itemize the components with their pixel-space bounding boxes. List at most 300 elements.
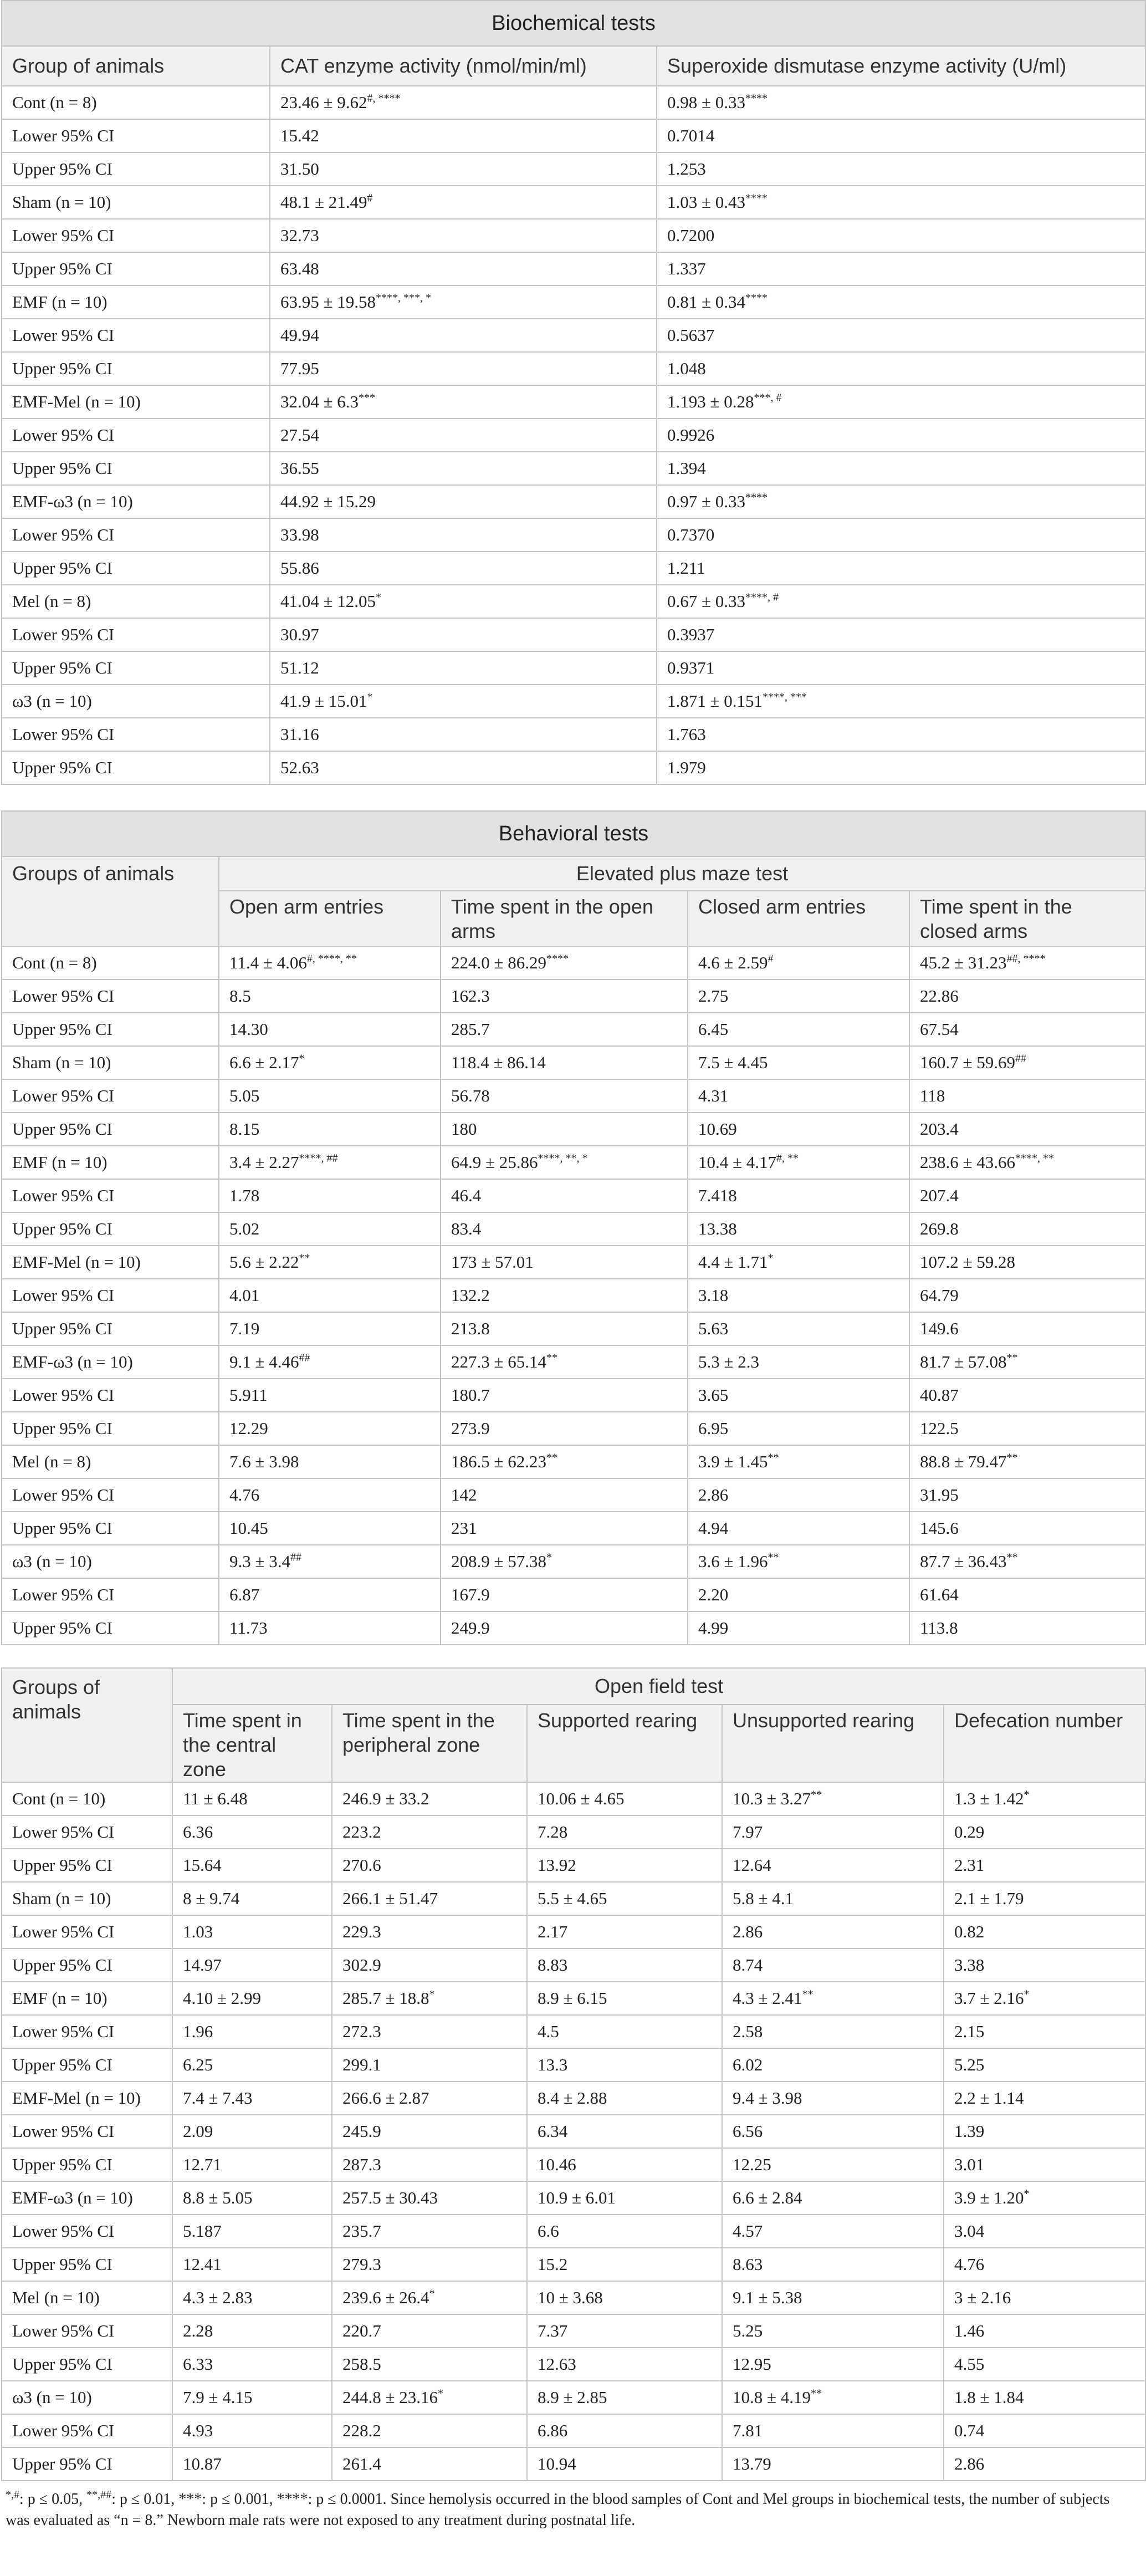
row-label xyxy=(2,2115,172,2148)
table-cell xyxy=(688,1279,909,1312)
row-label xyxy=(2,1849,172,1882)
cell-value: 0.74 xyxy=(954,2421,985,2440)
significance-marker: * xyxy=(376,591,382,604)
table-cell xyxy=(657,485,1145,518)
row-label xyxy=(2,1412,219,1445)
table-cell xyxy=(441,1611,688,1645)
cell-value: 1.8 ± 1.84 xyxy=(954,2388,1024,2407)
significance-marker: ** xyxy=(1006,1351,1018,1364)
table-row xyxy=(2,1412,1145,1445)
table-cell xyxy=(657,252,1145,285)
cell-value: 4.76 xyxy=(229,1485,260,1504)
row-label xyxy=(2,1013,219,1046)
cell-value: 8.4 ± 2.88 xyxy=(538,2088,607,2108)
table-row xyxy=(2,2082,1145,2115)
table-cell xyxy=(219,980,441,1013)
table-cell xyxy=(527,2115,722,2148)
table-cell xyxy=(527,1948,722,1982)
table-cell xyxy=(944,2314,1145,2348)
significance-marker: ****, ## xyxy=(299,1152,338,1165)
cell-value: 5.25 xyxy=(733,2321,763,2340)
behavioral-section xyxy=(1,810,1145,1645)
cell-value: 1.96 xyxy=(183,2022,213,2041)
cell-value: 64.79 xyxy=(920,1286,959,1305)
significance-marker: ** xyxy=(768,1451,779,1464)
cell-value: 7.9 ± 4.15 xyxy=(183,2388,253,2407)
cell-value: 229.3 xyxy=(342,1922,381,1941)
table-cell xyxy=(527,2015,722,2048)
table-cell xyxy=(688,1545,909,1578)
cell-value: Lower 95% CI xyxy=(12,1485,115,1504)
table-row xyxy=(2,86,1145,119)
cell-value: 88.8 ± 79.47 xyxy=(920,1452,1007,1471)
table-cell xyxy=(909,1545,1145,1578)
cell-value: 107.2 ± 59.28 xyxy=(920,1252,1016,1272)
table-cell xyxy=(441,946,688,980)
table-cell xyxy=(219,1113,441,1146)
table-cell xyxy=(441,1179,688,1212)
behavioral-table xyxy=(1,810,1146,1645)
table-cell xyxy=(688,1246,909,1279)
table-cell xyxy=(172,2215,332,2248)
cell-value: 299.1 xyxy=(342,2055,381,2074)
table-cell xyxy=(688,1113,909,1146)
cell-value: 3.04 xyxy=(954,2221,985,2241)
of-header-test: Open field test xyxy=(172,1668,1145,1705)
table-cell xyxy=(657,86,1145,119)
table-cell xyxy=(657,718,1145,751)
cell-value: Lower 95% CI xyxy=(12,986,115,1006)
significance-marker: #, ** xyxy=(776,1152,799,1165)
row-label xyxy=(2,2447,172,2481)
cell-value: EMF-ω3 (n = 10) xyxy=(12,1352,133,1371)
table-cell xyxy=(688,1212,909,1246)
table-cell xyxy=(527,2314,722,2348)
cell-value: 51.12 xyxy=(280,658,319,677)
table-cell xyxy=(909,946,1145,980)
table-cell xyxy=(657,419,1145,452)
cell-value: 167.9 xyxy=(451,1585,490,1604)
cell-value: 15.42 xyxy=(280,126,319,145)
cell-value: 180.7 xyxy=(451,1385,490,1405)
cell-value: 239.6 ± 26.4 xyxy=(342,2288,429,2307)
of-header-central: Time spent in the central zone xyxy=(172,1705,332,1782)
table-cell xyxy=(270,419,657,452)
cell-value: 4.76 xyxy=(954,2254,985,2274)
cell-value: 7.6 ± 3.98 xyxy=(229,1452,299,1471)
cell-value: Mel (n = 10) xyxy=(12,2288,100,2307)
table-row xyxy=(2,452,1145,485)
cell-value: Upper 95% CI xyxy=(12,758,112,777)
significance-marker: * xyxy=(768,1252,774,1264)
cell-value: 7.81 xyxy=(733,2421,763,2440)
table-cell xyxy=(657,452,1145,485)
row-label xyxy=(2,685,270,718)
cell-value: 3.4 ± 2.27 xyxy=(229,1152,299,1172)
cell-value: 12.95 xyxy=(733,2354,771,2374)
table-cell xyxy=(172,2082,332,2115)
table-cell xyxy=(219,1212,441,1246)
cell-value: 1.03 xyxy=(183,1922,213,1941)
row-label xyxy=(2,1782,172,1815)
row-label xyxy=(2,1312,219,1345)
cell-value: 10.06 ± 4.65 xyxy=(538,1789,625,1808)
row-label xyxy=(2,1948,172,1982)
table-cell xyxy=(657,385,1145,419)
table-cell xyxy=(172,2314,332,2348)
significance-marker: **** xyxy=(745,92,768,105)
cell-value: 0.5637 xyxy=(667,325,715,345)
table-row xyxy=(2,2215,1145,2248)
table-cell xyxy=(219,1246,441,1279)
cell-value: Lower 95% CI xyxy=(12,1086,115,1105)
cell-value: Upper 95% CI xyxy=(12,558,112,578)
table-cell xyxy=(219,1445,441,1478)
table-cell xyxy=(332,2314,527,2348)
table-cell xyxy=(688,980,909,1013)
table-cell xyxy=(219,1578,441,1611)
cell-value: 228.2 xyxy=(342,2421,381,2440)
row-label xyxy=(2,485,270,518)
cell-value: 8.5 xyxy=(229,986,251,1006)
row-label xyxy=(2,1445,219,1478)
table-cell xyxy=(944,2048,1145,2082)
table-row xyxy=(2,585,1145,618)
row-label xyxy=(2,2314,172,2348)
cell-value: 8.74 xyxy=(733,1955,763,1975)
table-cell xyxy=(332,2248,527,2281)
cell-value: EMF-ω3 (n = 10) xyxy=(12,2188,133,2207)
cell-value: 270.6 xyxy=(342,1855,381,1875)
table-cell xyxy=(944,1849,1145,1882)
cell-value: 4.3 ± 2.83 xyxy=(183,2288,253,2307)
cell-value: 2.17 xyxy=(538,1922,568,1941)
table-cell xyxy=(527,2381,722,2414)
cell-value: 2.28 xyxy=(183,2321,213,2340)
cell-value: 13.38 xyxy=(698,1219,737,1238)
table-cell xyxy=(909,1113,1145,1146)
significance-marker: **** xyxy=(745,292,768,304)
cell-value: Sham (n = 10) xyxy=(12,192,111,212)
significance-marker: **** xyxy=(546,952,569,965)
table-cell xyxy=(527,2048,722,2082)
row-label xyxy=(2,1982,172,2015)
table-cell xyxy=(332,1948,527,1982)
table-row xyxy=(2,2414,1145,2447)
cell-value: 6.45 xyxy=(698,1019,729,1039)
cell-value: 12.29 xyxy=(229,1419,268,1438)
cell-value: 6.33 xyxy=(183,2354,213,2374)
cell-value: 273.9 xyxy=(451,1419,490,1438)
cell-value: 160.7 ± 59.69 xyxy=(920,1053,1016,1072)
table-cell xyxy=(688,1079,909,1113)
cell-value: 10.87 xyxy=(183,2454,222,2473)
biochemical-title: Biochemical tests xyxy=(2,1,1145,46)
of-header-group: Groups of animals xyxy=(2,1668,172,1782)
table-cell xyxy=(722,2414,944,2447)
significance-marker: ** xyxy=(1006,1551,1018,1564)
table-cell xyxy=(270,385,657,419)
cell-value: 173 ± 57.01 xyxy=(451,1252,534,1272)
significance-marker: *** xyxy=(359,391,376,404)
table-cell xyxy=(909,1578,1145,1611)
significance-marker: ****, *** xyxy=(763,691,807,703)
table-cell xyxy=(527,2148,722,2181)
table-cell xyxy=(722,2215,944,2248)
beh-header-closed-entries: Closed arm entries xyxy=(688,891,909,946)
cell-value: 261.4 xyxy=(342,2454,381,2473)
table-cell xyxy=(527,2082,722,2115)
cell-value: Upper 95% CI xyxy=(12,458,112,478)
table-cell xyxy=(527,1982,722,2015)
row-label xyxy=(2,1882,172,1915)
table-cell xyxy=(688,1179,909,1212)
table-cell xyxy=(722,2082,944,2115)
cell-value: 40.87 xyxy=(920,1385,959,1405)
table-cell xyxy=(657,685,1145,718)
cell-value: 12.41 xyxy=(183,2254,222,2274)
behavioral-title: Behavioral tests xyxy=(2,811,1145,856)
cell-value: 4.3 ± 2.41 xyxy=(733,1988,802,2008)
cell-value: 1.03 ± 0.43 xyxy=(667,192,746,212)
table-cell xyxy=(332,1882,527,1915)
cell-value: 2.58 xyxy=(733,2022,763,2041)
table-row xyxy=(2,1849,1145,1882)
table-cell xyxy=(722,2248,944,2281)
cell-value: 6.36 xyxy=(183,1822,213,1842)
cell-value: 2.75 xyxy=(698,986,729,1006)
cell-value: Lower 95% CI xyxy=(12,126,115,145)
cell-value: Lower 95% CI xyxy=(12,2121,115,2141)
cell-value: Lower 95% CI xyxy=(12,425,115,445)
table-row xyxy=(2,1379,1145,1412)
cell-value: 2.86 xyxy=(954,2454,985,2473)
cell-value: 0.9371 xyxy=(667,658,715,677)
table-cell xyxy=(172,2447,332,2481)
cell-value: Lower 95% CI xyxy=(12,625,115,644)
cell-value: 10.45 xyxy=(229,1518,268,1538)
table-row xyxy=(2,1882,1145,1915)
table-row xyxy=(2,219,1145,252)
table-cell xyxy=(657,319,1145,352)
row-label xyxy=(2,2414,172,2447)
cell-value: 15.2 xyxy=(538,2254,568,2274)
table-row xyxy=(2,651,1145,685)
row-label xyxy=(2,1279,219,1312)
table-cell xyxy=(270,485,657,518)
significance-marker: **** xyxy=(745,491,768,504)
table-cell xyxy=(332,1982,527,2015)
table-cell xyxy=(172,2381,332,2414)
table-cell xyxy=(219,1412,441,1445)
cell-value: 7.28 xyxy=(538,1822,568,1842)
cell-value: 249.9 xyxy=(451,1618,490,1638)
table-cell xyxy=(441,1412,688,1445)
significance-marker: # xyxy=(768,952,774,965)
table-cell xyxy=(722,2148,944,2181)
cell-value: 1.3 ± 1.42 xyxy=(954,1789,1024,1808)
cell-value: Upper 95% CI xyxy=(12,2454,112,2473)
row-label xyxy=(2,1212,219,1246)
cell-value: Lower 95% CI xyxy=(12,1585,115,1604)
cell-value: 7.19 xyxy=(229,1319,260,1338)
of-header-defecation: Defecation number xyxy=(944,1705,1145,1782)
cell-value: Upper 95% CI xyxy=(12,1219,112,1238)
cell-value: ω3 (n = 10) xyxy=(12,691,92,711)
cell-value: 10.69 xyxy=(698,1119,737,1139)
table-row xyxy=(2,2148,1145,2181)
significance-marker: ** xyxy=(802,1988,814,2001)
cell-value: 220.7 xyxy=(342,2321,381,2340)
significance-marker: * xyxy=(438,2387,444,2400)
table-cell xyxy=(722,1782,944,1815)
significance-marker: ** xyxy=(546,1351,558,1364)
table-cell xyxy=(219,1478,441,1512)
row-label xyxy=(2,2148,172,2181)
cell-value: 142 xyxy=(451,1485,477,1504)
cell-value: Lower 95% CI xyxy=(12,2022,115,2041)
table-cell xyxy=(688,1312,909,1345)
table-cell xyxy=(944,2148,1145,2181)
table-cell xyxy=(270,718,657,751)
table-row xyxy=(2,285,1145,319)
cell-value: 213.8 xyxy=(451,1319,490,1338)
cell-value: EMF (n = 10) xyxy=(12,292,108,312)
cell-value: 33.98 xyxy=(280,525,319,544)
cell-value: 11.73 xyxy=(229,1618,268,1638)
table-cell xyxy=(172,1849,332,1882)
row-label xyxy=(2,1578,219,1611)
cell-value: 0.82 xyxy=(954,1922,985,1941)
cell-value: 61.64 xyxy=(920,1585,959,1604)
footnote-sig-2: **,## xyxy=(86,2488,112,2501)
row-label xyxy=(2,1246,219,1279)
row-label xyxy=(2,452,270,485)
cell-value: 0.67 ± 0.33 xyxy=(667,591,746,611)
cell-value: EMF (n = 10) xyxy=(12,1152,108,1172)
table-cell xyxy=(441,1046,688,1079)
cell-value: 145.6 xyxy=(920,1518,959,1538)
cell-value: EMF-Mel (n = 10) xyxy=(12,1252,141,1272)
cell-value: 113.8 xyxy=(920,1618,958,1638)
cell-value: 1.78 xyxy=(229,1186,260,1205)
table-cell xyxy=(441,1079,688,1113)
cell-value: ω3 (n = 10) xyxy=(12,1552,92,1571)
cell-value: 12.71 xyxy=(183,2155,222,2174)
table-row xyxy=(2,1982,1145,2015)
table-cell xyxy=(172,1882,332,1915)
cell-value: 10.3 ± 3.27 xyxy=(733,1789,811,1808)
cell-value: 279.3 xyxy=(342,2254,381,2274)
table-cell xyxy=(944,2281,1145,2314)
row-label xyxy=(2,1146,219,1179)
table-cell xyxy=(332,2115,527,2148)
footnote-text-1: : p ≤ 0.05, xyxy=(19,2491,87,2508)
cell-value: 4.6 ± 2.59 xyxy=(698,953,768,972)
table-cell xyxy=(441,1545,688,1578)
table-cell xyxy=(270,651,657,685)
table-cell xyxy=(722,2048,944,2082)
table-cell xyxy=(270,252,657,285)
table-cell xyxy=(944,2414,1145,2447)
cell-value: 4.99 xyxy=(698,1618,729,1638)
table-row xyxy=(2,1815,1145,1849)
cell-value: 23.46 ± 9.62 xyxy=(280,93,367,112)
table-cell xyxy=(722,1948,944,1982)
table-cell xyxy=(688,1478,909,1512)
table-cell xyxy=(722,2281,944,2314)
table-cell xyxy=(909,1445,1145,1478)
table-cell xyxy=(172,2281,332,2314)
footnote-sig-1: *,# xyxy=(6,2488,19,2501)
cell-value: 5.6 ± 2.22 xyxy=(229,1252,299,1272)
table-cell xyxy=(172,1915,332,1948)
cell-value: 4.94 xyxy=(698,1518,729,1538)
cell-value: 266.1 ± 51.47 xyxy=(342,1889,438,1908)
table-cell xyxy=(657,186,1145,219)
cell-value: 2.31 xyxy=(954,1855,985,1875)
table-row xyxy=(2,946,1145,980)
table-cell xyxy=(527,2248,722,2281)
cell-value: 6.6 ± 2.84 xyxy=(733,2188,802,2207)
cell-value: Lower 95% CI xyxy=(12,1186,115,1205)
significance-marker: * xyxy=(1024,1788,1030,1801)
cell-value: Upper 95% CI xyxy=(12,1518,112,1538)
cell-value: 31.50 xyxy=(280,159,319,178)
significance-marker: # xyxy=(367,192,373,205)
cell-value: 269.8 xyxy=(920,1219,959,1238)
table-row xyxy=(2,1445,1145,1478)
cell-value: 6.02 xyxy=(733,2055,763,2074)
table-row xyxy=(2,1113,1145,1146)
significance-marker: * xyxy=(429,2287,435,2300)
cell-value: 11.4 ± 4.06 xyxy=(229,953,307,972)
table-cell xyxy=(527,2447,722,2481)
cell-value: 1.39 xyxy=(954,2121,985,2141)
cell-value: 1.763 xyxy=(667,725,706,744)
cell-value: 36.55 xyxy=(280,458,319,478)
table-cell xyxy=(909,1478,1145,1512)
cell-value: 6.86 xyxy=(538,2421,568,2440)
row-label xyxy=(2,751,270,784)
table-row xyxy=(2,2015,1145,2048)
table-cell xyxy=(441,1279,688,1312)
table-cell xyxy=(722,2015,944,2048)
table-cell xyxy=(909,1512,1145,1545)
table-row xyxy=(2,119,1145,152)
cell-value: 266.6 ± 2.87 xyxy=(342,2088,429,2108)
row-label xyxy=(2,2248,172,2281)
table-cell xyxy=(332,2414,527,2447)
table-cell xyxy=(688,1013,909,1046)
table-cell xyxy=(441,1312,688,1345)
row-label xyxy=(2,2215,172,2248)
table-cell xyxy=(270,186,657,219)
table-cell xyxy=(172,1948,332,1982)
cell-value: 64.9 ± 25.86 xyxy=(451,1152,538,1172)
beh-header-open-time: Time spent in the open arms xyxy=(441,891,688,946)
table-cell xyxy=(657,352,1145,385)
cell-value: 2.15 xyxy=(954,2022,985,2041)
cell-value: 5.02 xyxy=(229,1219,260,1238)
cell-value: 10.94 xyxy=(538,2454,576,2473)
table-cell xyxy=(219,1512,441,1545)
table-cell xyxy=(722,2314,944,2348)
cell-value: 162.3 xyxy=(451,986,490,1006)
table-cell xyxy=(270,285,657,319)
table-cell xyxy=(944,2381,1145,2414)
table-cell xyxy=(441,1578,688,1611)
